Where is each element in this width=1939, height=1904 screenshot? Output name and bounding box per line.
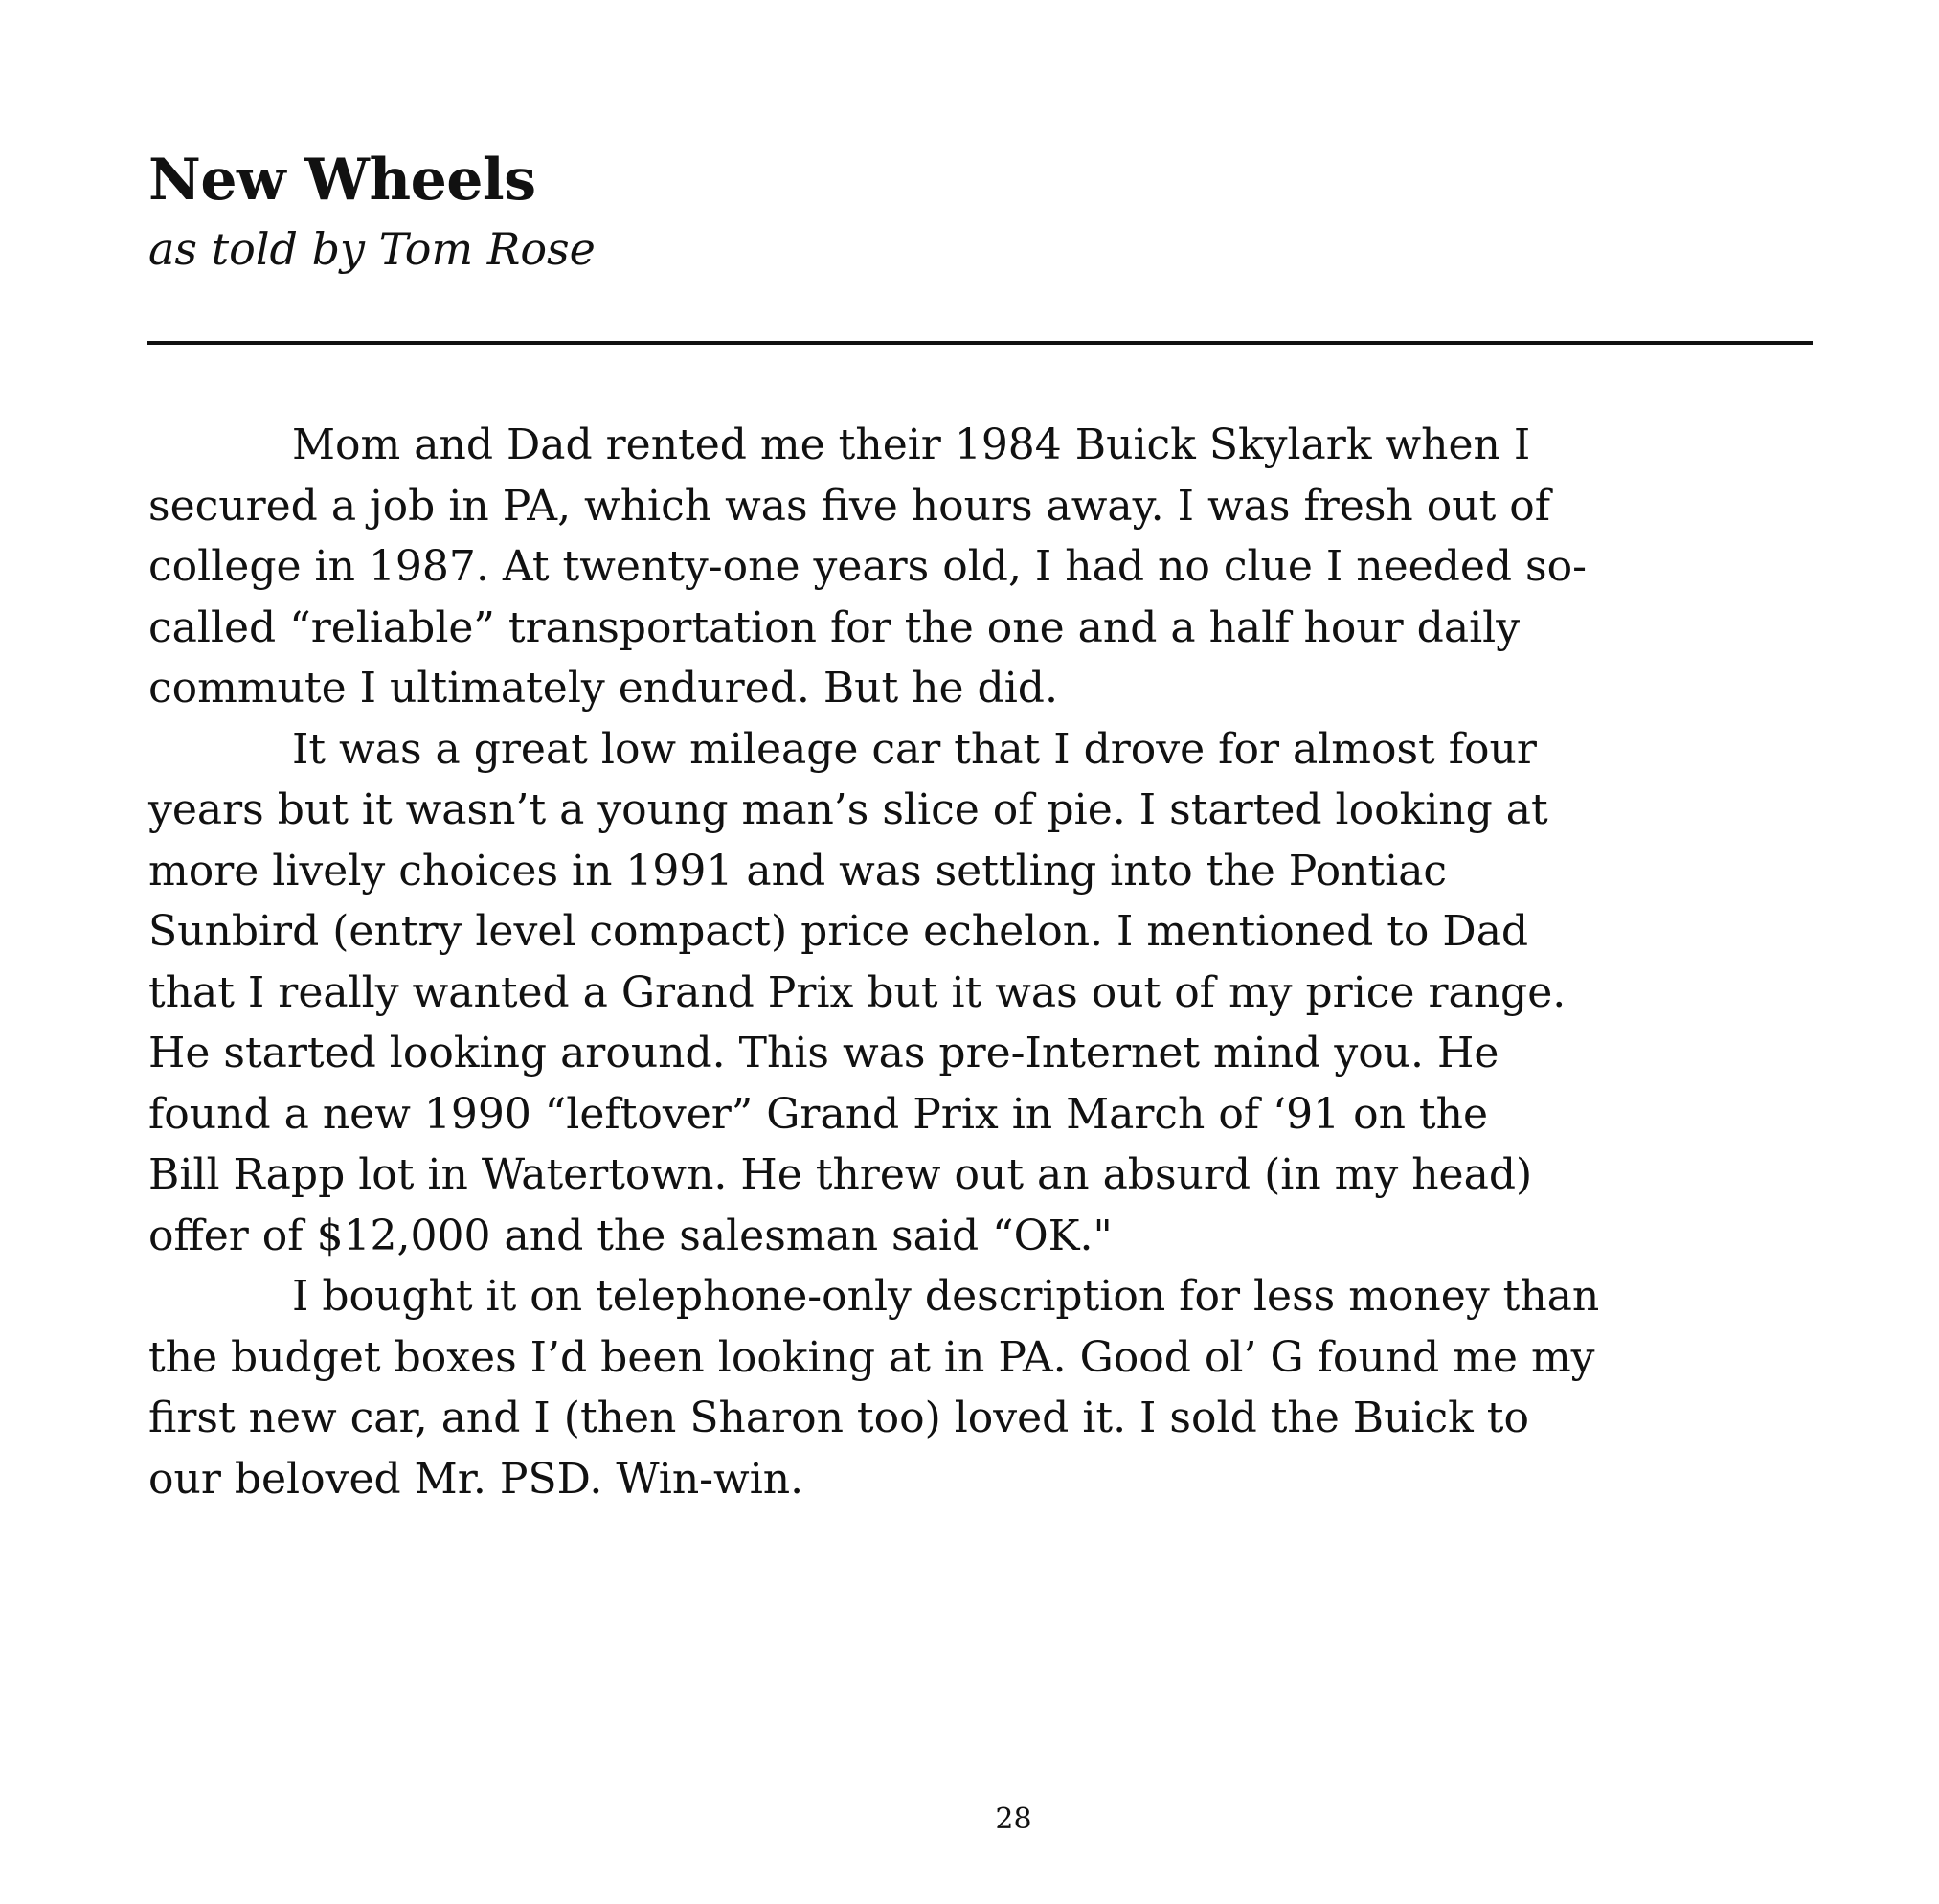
story-title: New Wheels xyxy=(148,147,536,214)
body-line: that I really wanted a Grand Prix but it was out of my price range. xyxy=(148,967,1567,1017)
body-line: I bought it on telephone-only description for less money than xyxy=(292,1272,1600,1321)
body-line: first new car, and I (then Sharon too) loved it. I sold the Buick to xyxy=(148,1394,1529,1442)
body-line: Bill Rapp lot in Watertown. He threw out an absurd (in my head) xyxy=(148,1150,1533,1199)
body-line: the budget boxes I’d been looking at in PA. Good ol’ G found me my xyxy=(148,1332,1595,1382)
story-body xyxy=(148,415,1815,1509)
header-divider xyxy=(147,341,1813,345)
body-line: years but it wasn’t a young man’s slice of pie. I started looking at xyxy=(148,785,1548,834)
body-line: found a new 1990 “leftover” Grand Prix in March of ‘91 on the xyxy=(148,1089,1488,1139)
body-line: It was a great low mileage car that I drove for almost four xyxy=(292,724,1537,774)
page-number: 28 xyxy=(995,1802,1032,1836)
story-byline: as told by Tom Rose xyxy=(148,223,596,275)
body-line: our beloved Mr. PSD. Win-win. xyxy=(148,1454,804,1504)
body-line: college in 1987. At twenty-one years old, I had no clue I needed so- xyxy=(148,542,1587,591)
body-line: Mom and Dad rented me their 1984 Buick Skylark when I xyxy=(292,420,1531,469)
body-line: called “reliable” transportation for the one and a half hour daily xyxy=(148,602,1521,652)
body-line: He started looking around. This was pre-Internet mind you. He xyxy=(148,1029,1499,1077)
body-line: commute I ultimately endured. But he did. xyxy=(148,664,1058,713)
body-line: offer of $12,000 and the salesman said “OK." xyxy=(148,1211,1113,1260)
body-line: Sunbird (entry level compact) price echelon. I mentioned to Dad xyxy=(148,907,1529,956)
body-line: more lively choices in 1991 and was settling into the Pontiac xyxy=(148,846,1448,895)
body-line: secured a job in PA, which was five hours away. I was fresh out of xyxy=(148,481,1551,531)
